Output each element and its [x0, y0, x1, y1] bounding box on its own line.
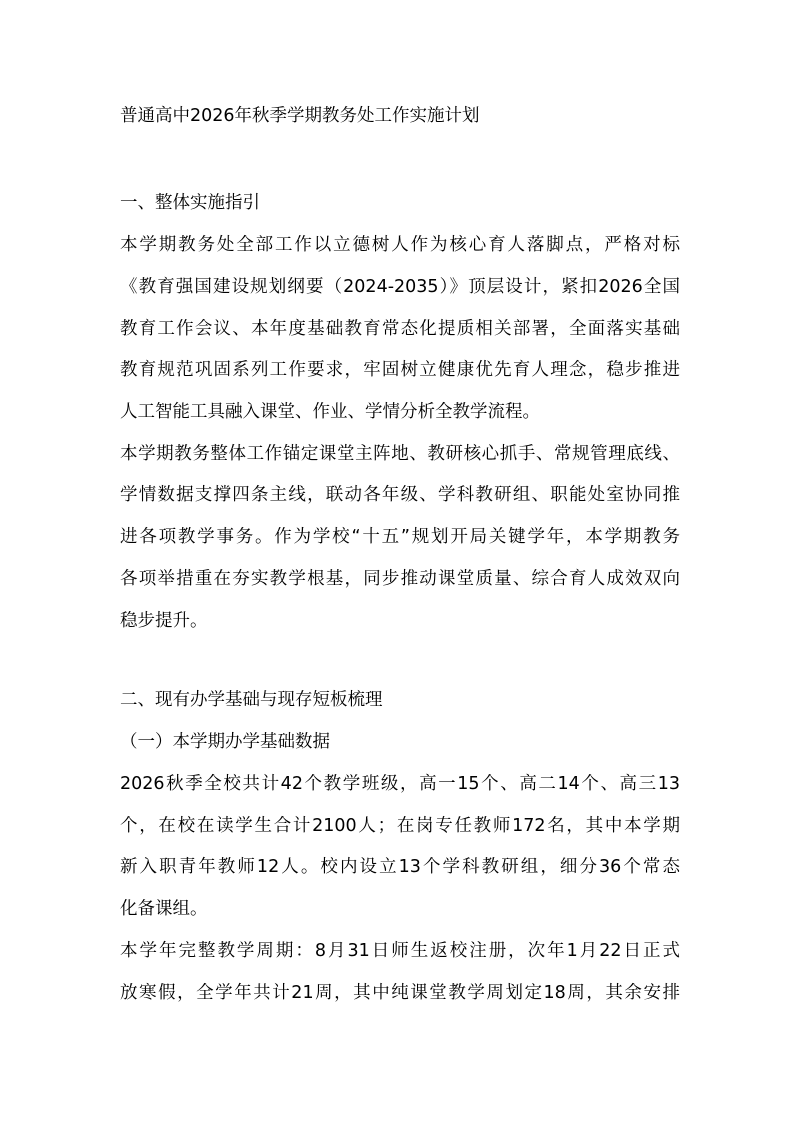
paragraph-line: 本学年完整教学周期：8月31日师生返校注册，次年1月22日正式 — [120, 941, 680, 961]
paragraph-line: 教育规范巩固系列工作要求，牢固树立健康优先育人理念，稳步推进 — [120, 360, 680, 380]
document-title: 普通高中2026年秋季学期教务处工作实施计划 — [120, 106, 480, 126]
subsection-heading-data: （一）本学期办学基础数据 — [120, 732, 330, 752]
section-heading-overview: 一、整体实施指引 — [120, 193, 260, 213]
paragraph-line: 本学期教务整体工作锚定课堂主阵地、教研核心抓手、常规管理底线、 — [120, 444, 680, 464]
paragraph-line: 新入职青年教师12人。校内设立13个学科教研组，细分36个常态 — [120, 857, 680, 877]
paragraph-line: 个，在校在读学生合计2100人；在岗专任教师172名，其中本学期 — [120, 816, 680, 836]
paragraph-line: 《教育强国建设规划纲要（2024-2035）》顶层设计，紧扣2026全国 — [120, 277, 680, 297]
paragraph-line: 教育工作会议、本年度基础教育常态化提质相关部署，全面落实基础 — [120, 319, 680, 339]
paragraph-line: 本学期教务处全部工作以立德树人作为核心育人落脚点，严格对标 — [120, 235, 680, 255]
paragraph-line: 人工智能工具融入课堂、作业、学情分析全教学流程。 — [120, 402, 540, 422]
paragraph-line: 化备课组。 — [120, 899, 208, 919]
paragraph-line: 进各项教学事务。作为学校“十五”规划开局关键学年，本学期教务 — [120, 527, 680, 547]
paragraph-line: 2026秋季全校共计42个教学班级，高一15个、高二14个、高三13 — [120, 774, 680, 794]
paragraph-line: 各项举措重在夯实教学根基，同步推动课堂质量、综合育人成效双向 — [120, 569, 680, 589]
paragraph-line: 稳步提升。 — [120, 611, 208, 631]
paragraph-line: 学情数据支撑四条主线，联动各年级、学科教研组、职能处室协同推 — [120, 485, 680, 505]
section-heading-foundation: 二、现有办学基础与现存短板梳理 — [120, 690, 383, 710]
paragraph-line: 放寒假，全学年共计21周，其中纯课堂教学周划定18周，其余安排 — [120, 983, 680, 1003]
